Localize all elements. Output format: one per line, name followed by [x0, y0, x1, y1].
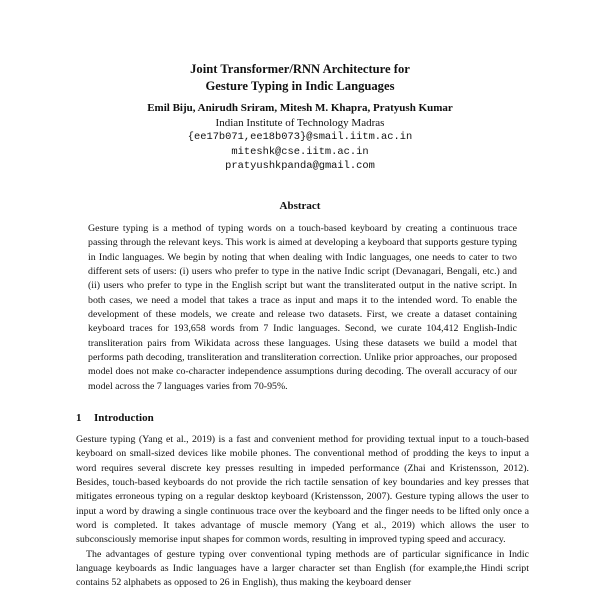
section-title: Introduction	[94, 412, 154, 424]
email-line: {ee17b071,ee18b073}@smail.iitm.ac.in	[187, 131, 413, 143]
email-line: pratyushkpanda@gmail.com	[225, 160, 375, 172]
intro-paragraph-2: The advantages of gesture typing over conventional typing methods are of particular significance in Indic language keyboards as Indic languages have a larger character set than English (for example,the Hindi script contains 52 alphabets as opposed to 26 in English), thus making the keyboard denser	[76, 548, 529, 589]
title-line-2: Gesture Typing in Indic Languages	[205, 79, 395, 93]
section-heading	[76, 412, 154, 424]
title-line-1: Joint Transformer/RNN Architecture for	[190, 62, 410, 76]
paper-title	[0, 61, 600, 95]
email-line: miteshk@cse.iitm.ac.in	[231, 145, 369, 158]
introduction-body	[76, 433, 529, 591]
abstract-heading: Abstract	[279, 200, 321, 212]
author-block	[0, 101, 600, 174]
section-number: 1	[76, 412, 82, 424]
affiliation: Indian Institute of Technology Madras	[215, 116, 385, 129]
abstract-text: Gesture typing is a method of typing words on a touch-based keyboard by creating a continuous trace passing through the relevant keys. This work is aimed at developing a keyboard that supports gesture typing in Indic languages. We begin by noting that when dealing with Indic languages, one needs to cater to two different sets of users: (i) users who prefer to type in the native Indic script (Devanagari, Bengali, etc.) and (ii) users who prefer to type in the English script but want the transliterated output in the native script. In both cases, we need a model that takes a trace as input and maps it to the intended word. To enable the development of these models, we create and release two datasets. First, we create a dataset containing keyboard traces for 193,658 words from 7 Indic languages. Second, we curate 104,412 English-Indic transliteration pairs from Wikidata across these languages. Using these datasets we build a model that performs path decoding, transliteration and transliteration correction. Unlike prior approaches, our proposed model does not make co-character independence assumptions during decoding. The overall accuracy of our model across the 7 languages varies from 70-95%.	[88, 223, 517, 392]
intro-paragraph-1: Gesture typing (Yang et al., 2019) is a fast and convenient method for providing textual input to a touch-based keyboard on small-sized devices like mobile phones. The conventional method of prodding the keys to input a word requires several discrete key presses resulting in impeded performance (Zhai and Kristensson, 2012). Besides, touch-based keyboards do not provide the rich tactile sensation of key boundaries and key presses that mitigates erroneous typing on a regular desktop keyboard (Kristensson, 2007). Gesture typing allows the user to input a word by drawing a single continuous trace over the keyboard and the finger needs to be lifted only once a word is completed. It takes advantage of muscle memory (Yang et al., 2019) which allows the user to subconsciously memorise input shapes for common words, resulting in improved typing speed and accuracy.	[76, 434, 529, 546]
author-names: Emil Biju, Anirudh Sriram, Mitesh M. Khapra, Pratyush Kumar	[147, 102, 453, 114]
